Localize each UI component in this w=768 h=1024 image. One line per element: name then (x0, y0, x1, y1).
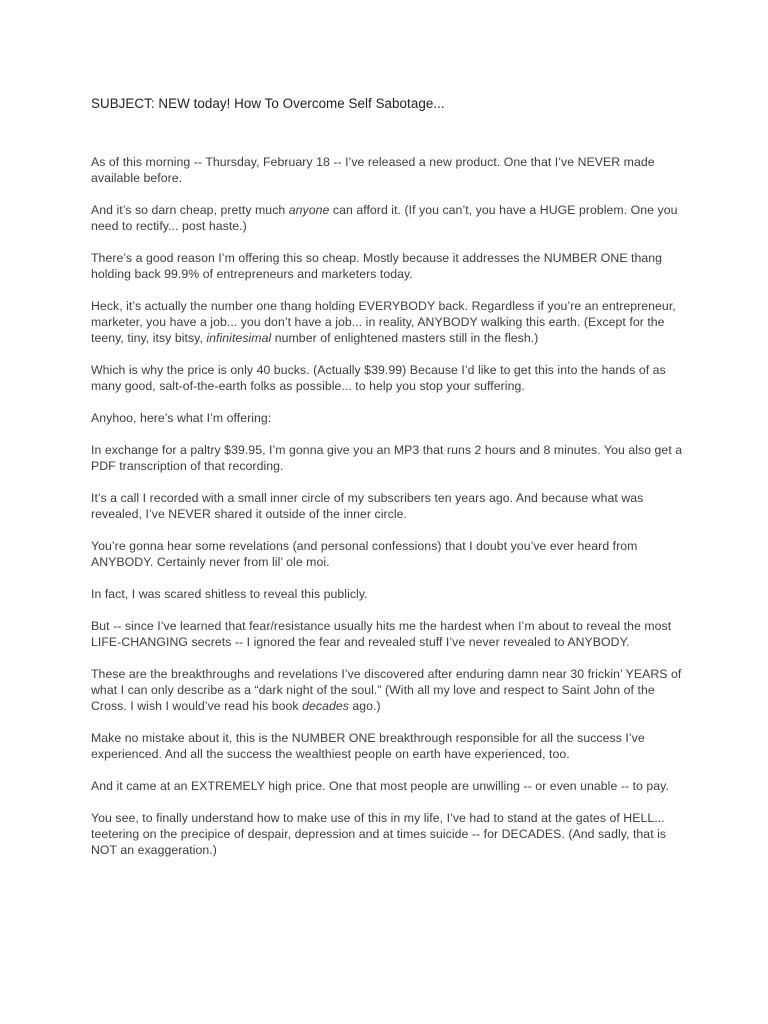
paragraph-9 (91, 538, 688, 570)
paragraph-text: Make no mistake about it, this is the NUMBER ONE breakthrough responsible for all the success I’ve experienced. And all the success the wealthiest people on earth have experienced, too. (91, 731, 645, 761)
paragraph-12 (91, 666, 688, 714)
paragraph-text: There’s a good reason I’m offering this so cheap. Mostly because it addresses the NUMBER ONE thang holding back 99.9% of entrepreneurs and marketers today. (91, 251, 663, 281)
paragraph-5 (91, 362, 688, 394)
paragraph-text: It’s a call I recorded with a small inner circle of my subscribers ten years ago. And because what was revealed, I’ve NEVER shared it outside of the inner circle. (91, 491, 644, 521)
paragraph-text: ago.) (348, 699, 381, 713)
paragraph-2 (91, 202, 688, 234)
paragraph-7 (91, 442, 688, 474)
paragraph-text: can afford it. (If you can’t, you have a HUGE problem. One you need to rectify... post haste.) (91, 203, 678, 233)
paragraph-text: In exchange for a paltry $39.95, I’m gonna give you an MP3 that runs 2 hours and 8 minutes. You also get a PDF transcription of that recording. (91, 443, 683, 473)
paragraph-text: Heck, it’s actually the number one thang holding EVERYBODY back. Regardless if you’re an entrepreneur, marketer, you have a job... you don’t have a job... in reality, ANYBODY walking this earth. (Except for the teeny, tiny, itsy bitsy, (91, 299, 676, 345)
italic-emphasis: infinitesimal (206, 331, 272, 345)
paragraph-13 (91, 730, 688, 762)
paragraph-text: These are the breakthroughs and revelations I’ve discovered after enduring damn near 30 frickin’ YEARS of what I can only describe as a “dark night of the soul.” (With all my love and respect to Saint John of the Cross. I wish I would’ve read his book (91, 667, 682, 713)
paragraph-11 (91, 618, 688, 650)
italic-emphasis: anyone (288, 203, 330, 217)
paragraph-8 (91, 490, 688, 522)
paragraph-14 (91, 778, 688, 794)
paragraph-text: You’re gonna hear some revelations (and personal confessions) that I doubt you’ve ever heard from ANYBODY. Certainly never from lil’ ole moi. (91, 539, 638, 569)
paragraph-text: number of enlightened masters still in the flesh.) (271, 331, 539, 345)
paragraph-text: And it’s so darn cheap, pretty much (91, 203, 289, 217)
italic-emphasis: decades (302, 699, 349, 713)
paragraph-text: And it came at an EXTREMELY high price. One that most people are unwilling -- or even unable -- to pay. (91, 779, 669, 793)
paragraph-15 (91, 810, 688, 858)
paragraph-text: But -- since I’ve learned that fear/resistance usually hits me the hardest when I’m about to reveal the most LIFE-CHANGING secrets -- I ignored the fear and revealed stuff I’ve never revealed to ANYBODY. (91, 619, 672, 649)
paragraph-6 (91, 410, 688, 426)
paragraph-text: As of this morning -- Thursday, February 18 -- I’ve released a new product. One that I’ve NEVER made available before. (91, 155, 655, 185)
paragraph-3 (91, 250, 688, 282)
email-subject: SUBJECT: NEW today! How To Overcome Self Sabotage... (91, 96, 445, 111)
paragraph-text: Which is why the price is only 40 bucks. (Actually $39.99) Because I’d like to get this into the hands of as many good, salt-of-the-earth folks as possible... to help you stop your suffering. (91, 363, 666, 393)
paragraph-text: Anyhoo, here’s what I’m offering: (91, 411, 272, 425)
paragraph-10 (91, 586, 688, 602)
paragraph-text: You see, to finally understand how to make use of this in my life, I’ve had to stand at the gates of HELL... teetering on the precipice of despair, depression and at times suicide -- for DECADES. (And sadly, that is NOT an exaggeration.) (91, 811, 667, 857)
paragraph-4 (91, 298, 688, 346)
paragraph-1 (91, 154, 688, 186)
paragraph-text: In fact, I was scared shitless to reveal this publicly. (91, 587, 368, 601)
